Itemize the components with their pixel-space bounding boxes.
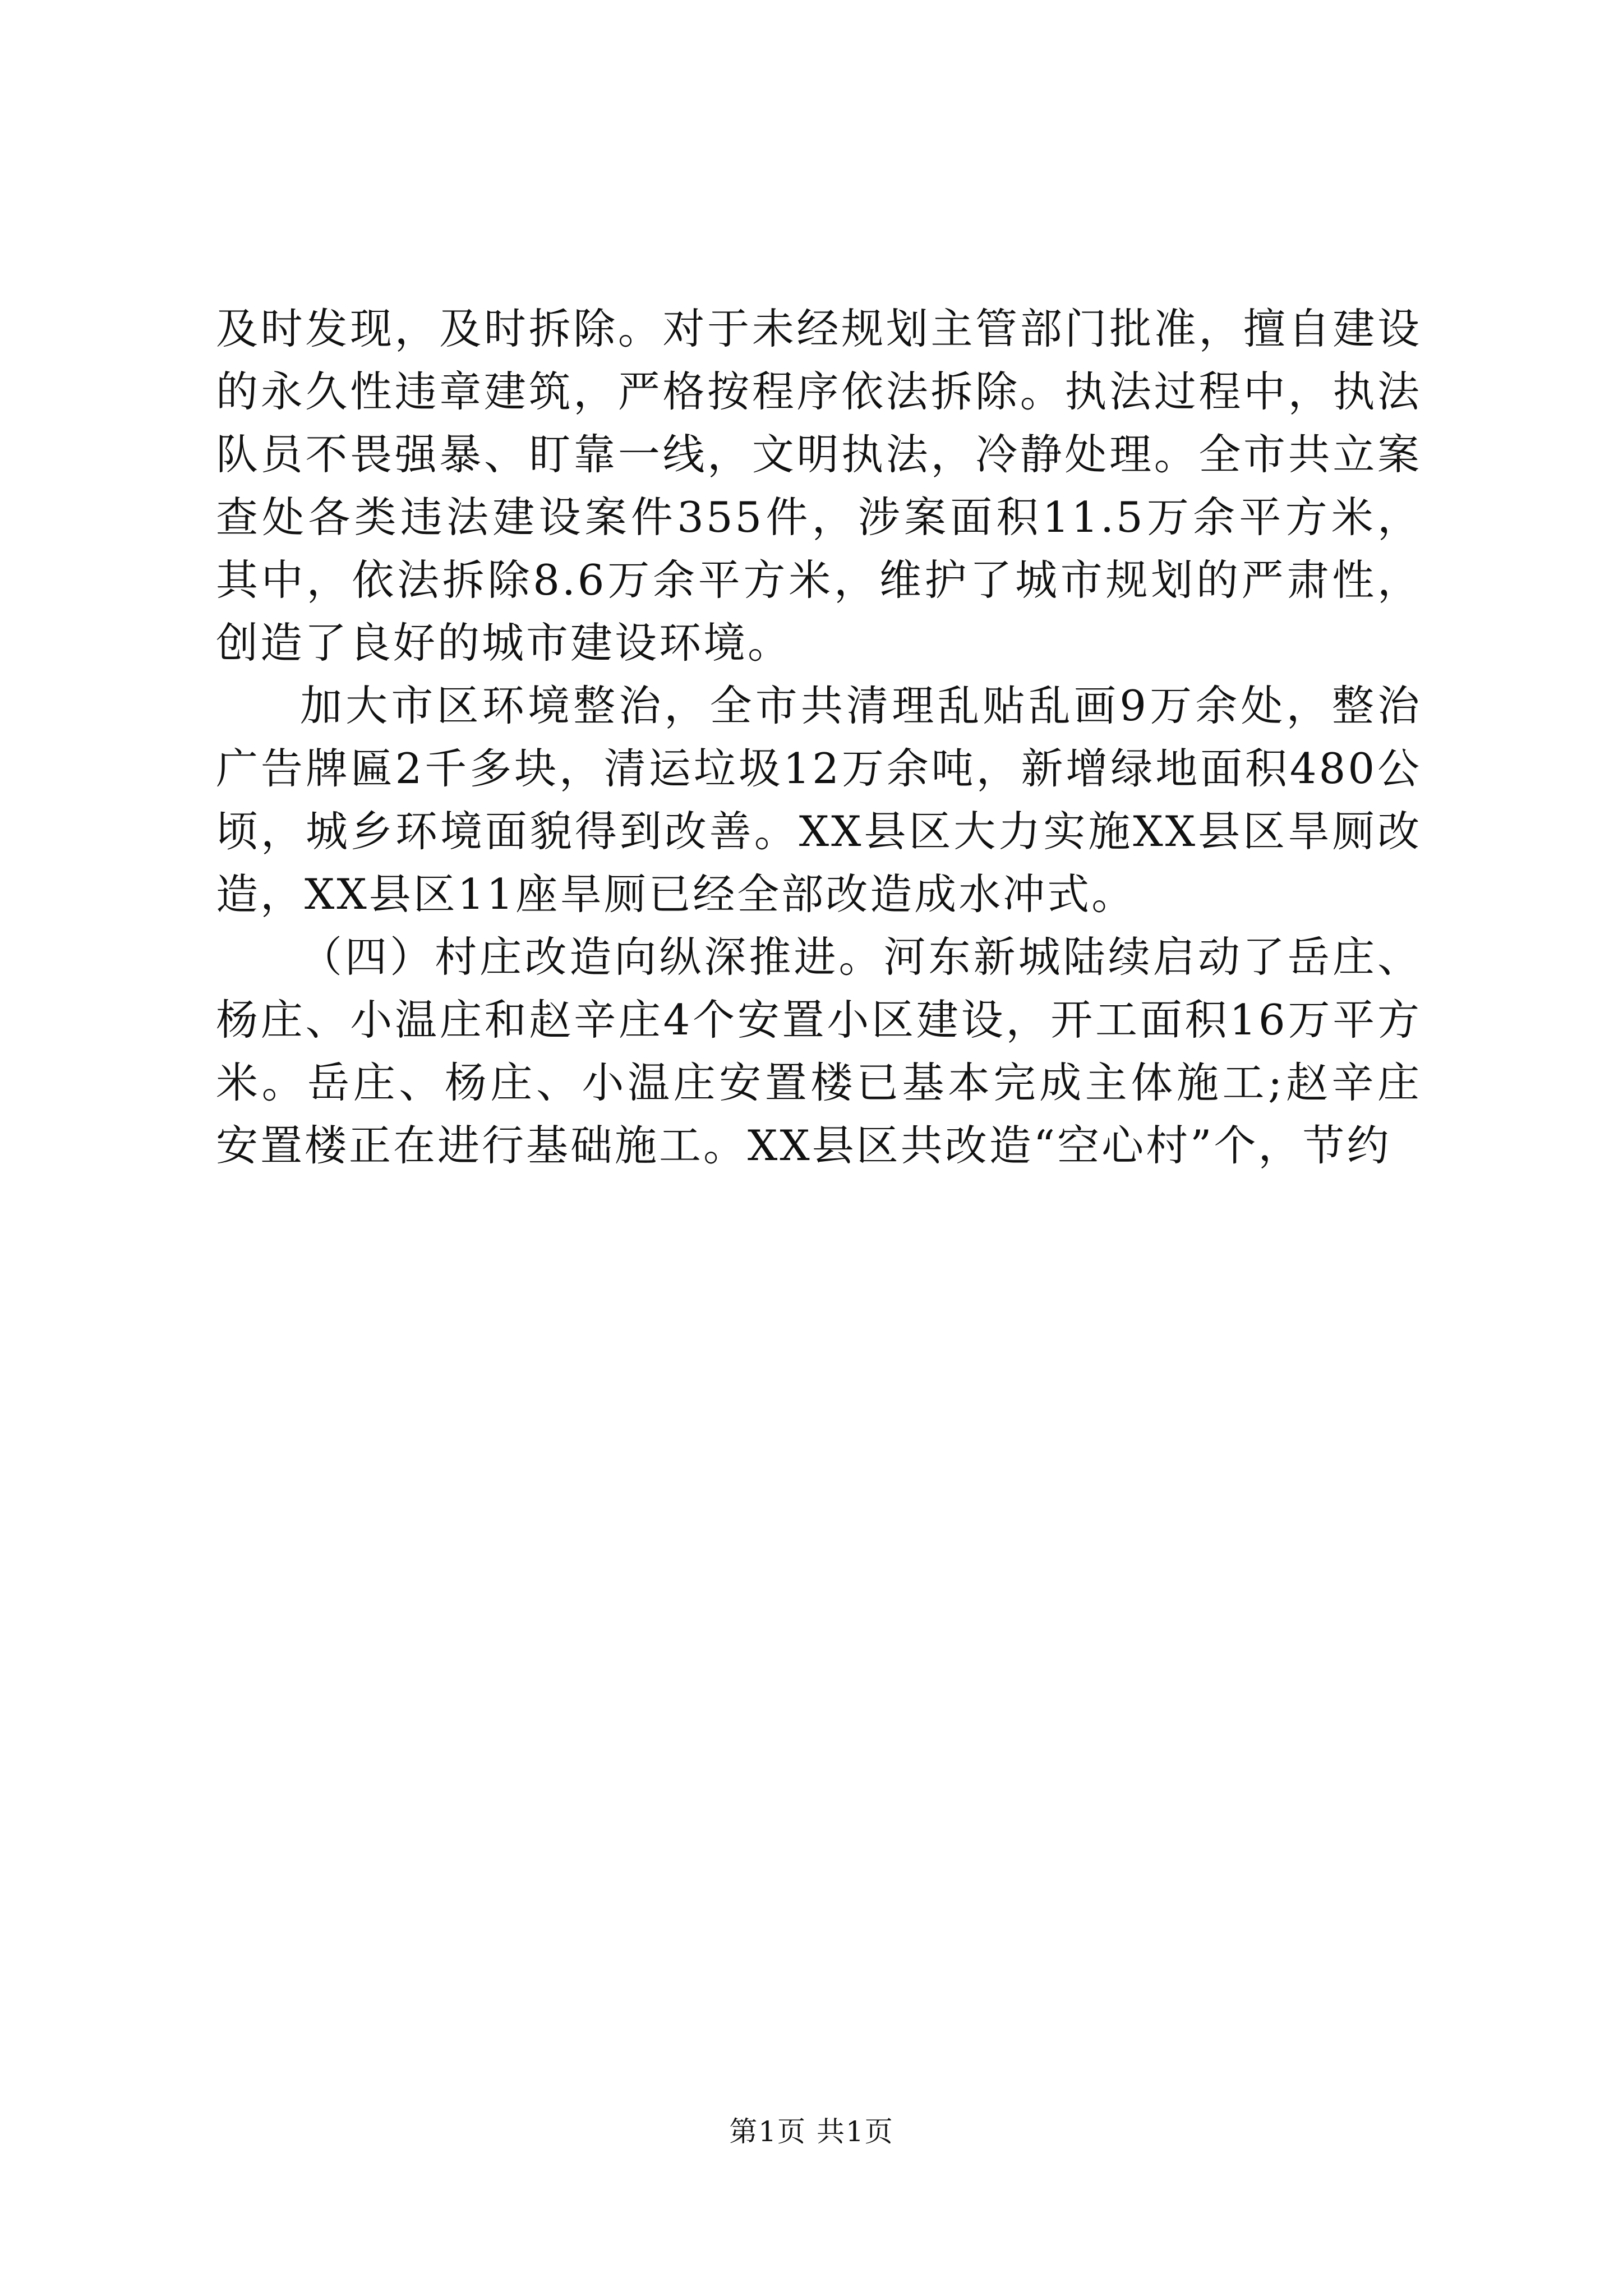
document-body <box>216 297 1422 1177</box>
paragraph-2: 加大市区环境整治，全市共清理乱贴乱画9万余处，整治广告牌匾2千多块，清运垃圾12万余吨，新增绿地面积480公顷，城乡环境面貌得到改善。XX县区大力实施XX县区旱厕改造，XX县区11座旱厕已经全部改造成水冲式。 <box>216 681 1422 919</box>
paragraph-3: （四）村庄改造向纵深推进。河东新城陆续启动了岳庄、杨庄、小温庄和赵辛庄4个安置小区建设，开工面积16万平方米。岳庄、杨庄、小温庄安置楼已基本完成主体施工;赵辛庄安置楼正在进行基础施工。XX县区共改造“空心村”个，节约 <box>216 932 1422 1170</box>
page-footer: 第1页 共1页 <box>729 2115 894 2148</box>
paragraph-1: 及时发现，及时拆除。对于未经规划主管部门批准，擅自建设的永久性违章建筑，严格按程序依法拆除。执法过程中，执法队员不畏强暴、盯靠一线，文明执法，冷静处理。全市共立案查处各类违法建设案件355件，涉案面积11.5万余平方米，其中，依法拆除8.6万余平方米，维护了城市规划的严肃性，创造了良好的城市建设环境。 <box>216 304 1422 668</box>
